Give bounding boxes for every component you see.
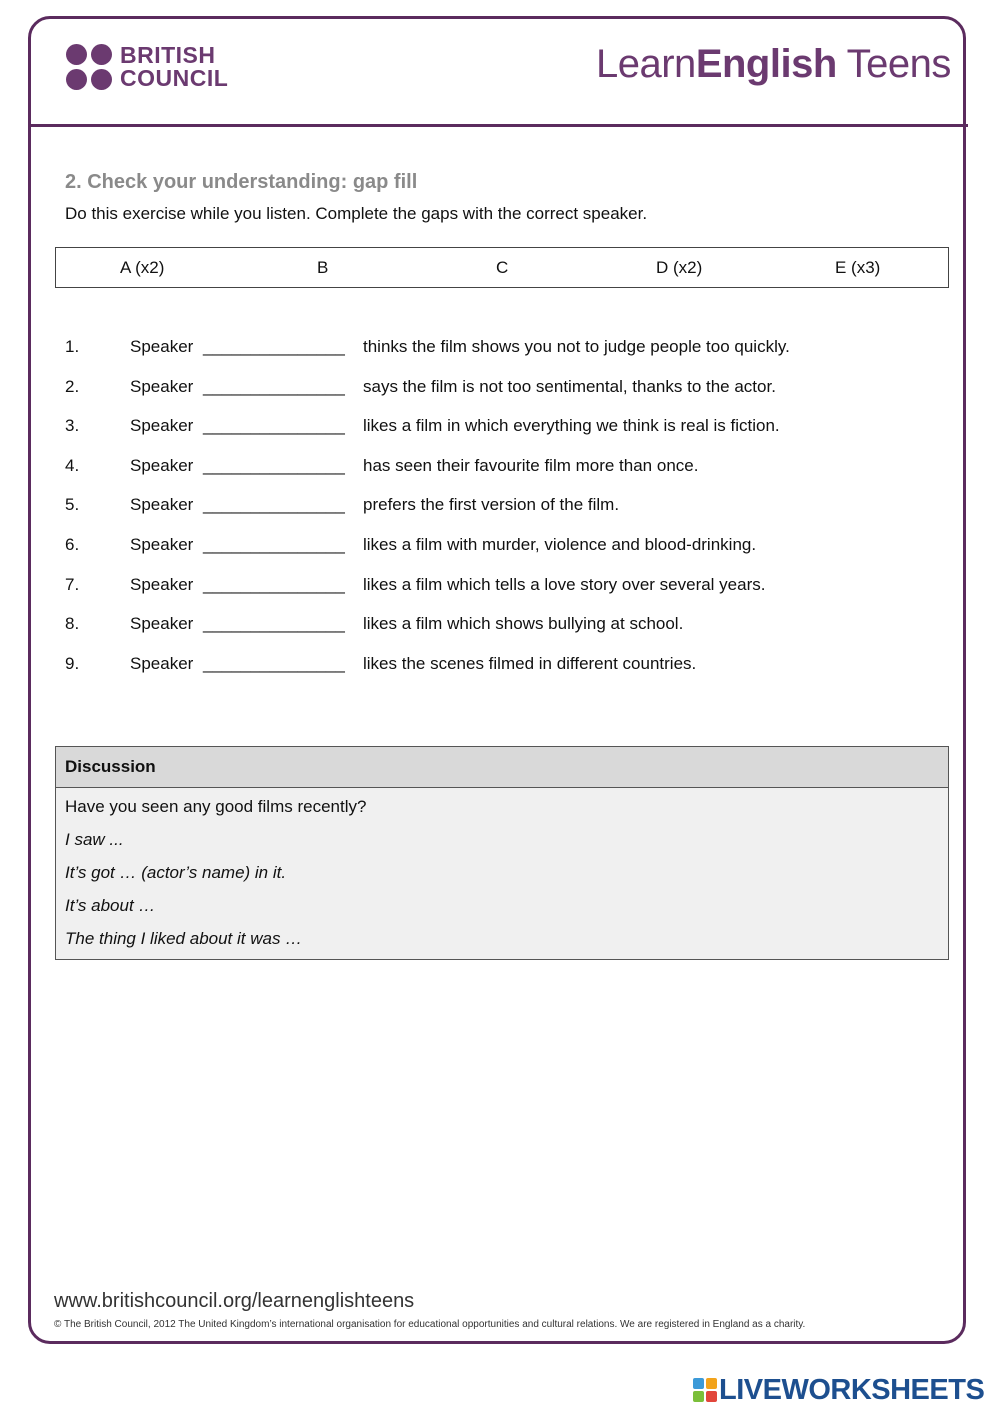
- item-number: 1.: [65, 337, 80, 356]
- item-text: likes a film which tells a love story over several years.: [363, 574, 766, 594]
- logo-learn: Learn: [596, 42, 696, 86]
- item-text: prefers the first version of the film.: [363, 495, 620, 515]
- discussion-question: Have you seen any good films recently?: [65, 797, 367, 816]
- item-speaker-label: Speaker: [130, 376, 194, 396]
- discussion-prompt: The thing I liked about it was …: [65, 929, 303, 948]
- speaker-option-d: D (x2): [656, 258, 703, 277]
- item-speaker-label: Speaker: [130, 337, 194, 356]
- answer-gap[interactable]: _______________: [203, 614, 345, 634]
- answer-gap[interactable]: _______________: [203, 495, 345, 515]
- british-council-wordmark: BRITISH COUNCIL: [120, 42, 229, 91]
- header-divider: [28, 124, 968, 127]
- discussion-prompt: It’s about …: [65, 896, 156, 915]
- speaker-options-box: [55, 247, 949, 288]
- item-text: thinks the film shows you not to judge people too quickly.: [363, 337, 790, 356]
- discussion-heading: Discussion: [56, 747, 948, 788]
- speaker-option-e: E (x3): [835, 258, 881, 277]
- liveworksheets-wordmark: LIVEWORKSHEETS: [719, 1374, 985, 1406]
- speaker-option-a: A (x2): [120, 258, 165, 277]
- speaker-option-b: B: [317, 258, 329, 277]
- answer-gap[interactable]: _______________: [203, 534, 345, 554]
- item-speaker-label: Speaker: [130, 614, 194, 634]
- item-text: says the film is not too sentimental, thanks to the actor.: [363, 376, 776, 396]
- discussion-box: [55, 746, 949, 960]
- item-number: 7.: [65, 574, 80, 594]
- answer-gap[interactable]: _______________: [203, 416, 345, 436]
- liveworksheets-icon: [693, 1378, 717, 1402]
- instructions: Do this exercise while you listen. Complete the gaps with the correct speaker.: [65, 204, 648, 223]
- section-title: 2. Check your understanding: gap fill: [65, 171, 418, 193]
- item-number: 5.: [65, 495, 80, 515]
- item-number: 6.: [65, 534, 80, 554]
- item-text: likes the scenes filmed in different countries.: [363, 653, 697, 673]
- item-speaker-label: Speaker: [130, 653, 194, 673]
- answer-gap[interactable]: _______________: [203, 376, 345, 396]
- item-number: 3.: [65, 416, 80, 436]
- footer-copyright: © The British Council, 2012 The United Kingdom’s international organisation for educational opportunities and cultural relations. We are registered in England as a charity.: [54, 1319, 806, 1330]
- item-text: likes a film with murder, violence and blood-drinking.: [363, 534, 757, 554]
- item-number: 2.: [65, 376, 80, 396]
- item-number: 8.: [65, 614, 80, 634]
- footer-url: www.britishcouncil.org/learnenglishteens: [54, 1290, 415, 1312]
- item-text: likes a film which shows bullying at school.: [363, 614, 684, 634]
- item-speaker-label: Speaker: [130, 495, 194, 515]
- item-number: 9.: [65, 653, 80, 673]
- discussion-prompt: I saw ...: [65, 830, 124, 849]
- item-speaker-label: Speaker: [130, 534, 194, 554]
- answer-gap[interactable]: _______________: [203, 574, 345, 594]
- discussion-prompt: It’s got … (actor’s name) in it.: [65, 863, 287, 882]
- item-number: 4.: [65, 455, 80, 475]
- learnenglish-teens-logo: [596, 42, 951, 87]
- logo-english: English: [695, 42, 837, 86]
- british-council-dots-icon: [66, 44, 114, 92]
- logo-teens: Teens: [836, 42, 951, 86]
- item-speaker-label: Speaker: [130, 574, 194, 594]
- answer-gap[interactable]: _______________: [203, 337, 345, 356]
- speaker-option-c: C: [496, 258, 509, 277]
- answer-gap[interactable]: _______________: [203, 653, 345, 673]
- item-speaker-label: Speaker: [130, 416, 194, 436]
- discussion-body: [56, 788, 948, 962]
- answer-gap[interactable]: _______________: [203, 455, 345, 475]
- item-speaker-label: Speaker: [130, 455, 194, 475]
- item-text: likes a film in which everything we think is real is fiction.: [363, 416, 780, 436]
- item-text: has seen their favourite film more than once.: [363, 455, 699, 475]
